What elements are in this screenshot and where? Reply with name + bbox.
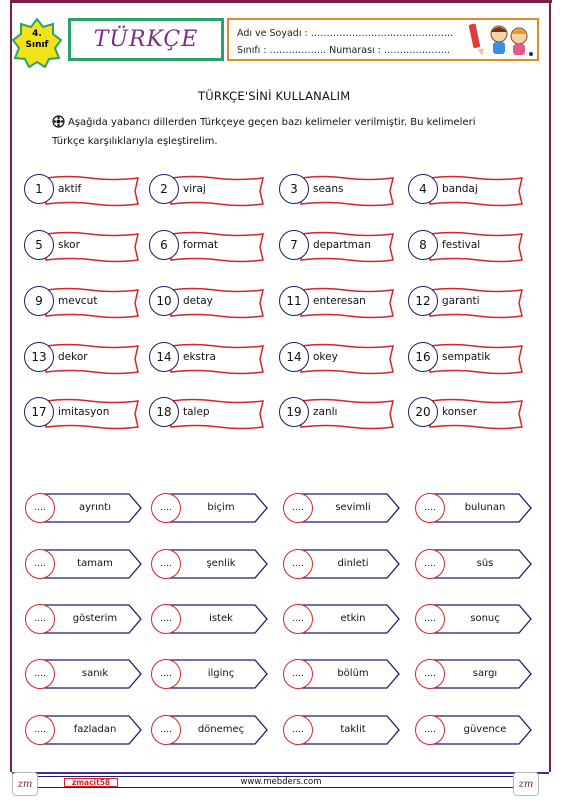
word-number: 8 [408,230,438,260]
word-card [408,230,524,264]
answer-card [151,493,269,523]
word-text: garanti [442,295,480,307]
answer-number-slot[interactable]: …. [151,549,181,579]
word-number: 20 [408,397,438,427]
grade-number: 4. [32,29,42,39]
answer-number-slot[interactable]: …. [415,549,445,579]
subject-box [68,18,224,61]
answer-number-slot[interactable]: …. [283,549,313,579]
answer-number-slot[interactable]: …. [151,659,181,689]
word-card [24,397,140,431]
word-text: aktif [58,183,82,195]
word-text: viraj [183,183,206,195]
word-text: konser [442,406,478,418]
answer-number-slot[interactable]: …. [415,493,445,523]
pencil-icon [469,23,486,56]
word-card [279,174,395,208]
answer-text: ayrıntı [79,502,111,513]
word-card [279,286,395,320]
answer-number-slot[interactable]: …. [151,604,181,634]
instruction-line-1: Aşağıda yabancı dillerden Türkçeye geçen bazı kelimeler verilmiştir. Bu kelimeleri [68,117,476,128]
answer-card [283,493,401,523]
word-number: 11 [279,286,309,316]
word-card [24,230,140,264]
word-text: skor [58,239,80,251]
grade-word: Sınıf [25,40,49,50]
zm-logo-right: zm [513,772,539,796]
answer-card [151,549,269,579]
word-card [279,342,395,376]
flower-bullet-icon [52,115,65,128]
answer-number-slot[interactable]: …. [283,493,313,523]
answer-text: süs [476,558,494,569]
answer-text: sargı [472,668,498,679]
answer-text: fazladan [73,724,117,735]
answer-card [415,493,533,523]
page-title: TÜRKÇE'SİNİ KULLANALIM [198,89,351,103]
answer-text: dinleti [337,558,369,569]
answer-card [25,493,143,523]
answer-text: şenlik [206,558,236,569]
word-card [149,230,265,264]
word-card [149,174,265,208]
word-number: 14 [279,342,309,372]
zm-logo-left: zm [12,772,38,796]
instruction-line-2: Türkçe karşılıklarıyla eşleştirelim. [52,136,218,147]
word-text: detay [183,295,213,307]
answer-number-slot[interactable]: …. [415,715,445,745]
answer-text: bölüm [337,668,369,679]
word-card [279,397,395,431]
word-card [24,174,140,208]
answer-number-slot[interactable]: …. [151,715,181,745]
answer-number-slot[interactable]: …. [415,604,445,634]
word-text: mevcut [58,295,98,307]
word-number: 14 [149,342,179,372]
answer-number-slot[interactable]: …. [25,549,55,579]
word-number: 4 [408,174,438,204]
author-tag: zmacit58 [64,778,118,787]
dot-icon [529,52,533,56]
answer-number-slot[interactable]: …. [25,715,55,745]
word-card [408,174,524,208]
answer-number-slot[interactable]: …. [283,604,313,634]
word-text: departman [313,239,371,251]
website-link[interactable]: www.mebders.com [240,777,322,787]
answer-text: gösterim [72,613,118,624]
answer-card [415,715,533,745]
word-card [24,342,140,376]
answer-text: güvence [463,724,507,735]
answer-text: istek [209,613,233,624]
word-card [279,230,395,264]
children-illustration [465,20,535,58]
page-frame-left [10,0,12,772]
answer-card [25,549,143,579]
page-frame-right [549,0,551,772]
answer-card [283,549,401,579]
word-text: seans [313,183,344,195]
name-field-label[interactable]: Adı ve Soyadı : ……………………………………… [237,28,454,39]
word-text: bandaj [442,183,478,195]
answer-card [283,715,401,745]
answer-number-slot[interactable]: …. [415,659,445,689]
grade-label [12,29,62,51]
answer-text: sanık [81,668,109,679]
word-card [149,397,265,431]
word-text: sempatik [442,351,491,363]
answer-text: dönemeç [197,724,245,735]
word-number: 17 [24,397,54,427]
child-icon-2 [511,28,527,55]
answer-card [151,715,269,745]
answer-number-slot[interactable]: …. [25,659,55,689]
answer-card [25,604,143,634]
subject-title: TÜRKÇE [93,27,199,52]
answer-card [283,659,401,689]
answer-card [25,715,143,745]
word-text: format [183,239,219,251]
word-number: 7 [279,230,309,260]
word-number: 16 [408,342,438,372]
answer-text: ilginç [207,668,235,679]
footer-line [12,772,549,774]
answer-number-slot[interactable]: …. [151,493,181,523]
word-number: 9 [24,286,54,316]
answer-card [415,659,533,689]
answer-card [151,659,269,689]
word-card [408,397,524,431]
answer-text: biçim [207,502,235,513]
answer-number-slot[interactable]: …. [25,493,55,523]
word-number: 18 [149,397,179,427]
answer-text: etkin [340,613,366,624]
word-text: festival [442,239,481,251]
answer-text: bulunan [464,502,506,513]
word-card [24,286,140,320]
class-number-field-label[interactable]: Sınıfı : ……………... Numarası : ………………... [237,45,450,56]
answer-number-slot[interactable]: …. [283,659,313,689]
answer-card [415,549,533,579]
word-text: talep [183,406,210,418]
answer-number-slot[interactable]: …. [25,604,55,634]
word-card [408,286,524,320]
word-card [408,342,524,376]
answer-card [283,604,401,634]
word-number: 3 [279,174,309,204]
word-card [149,286,265,320]
answer-card [151,604,269,634]
word-text: okey [313,351,338,363]
answer-text: sonuç [470,613,500,624]
word-card [149,342,265,376]
answer-text: taklit [340,724,366,735]
word-text: ekstra [183,351,216,363]
answer-number-slot[interactable]: …. [283,715,313,745]
answer-text: tamam [77,558,113,569]
grade-badge [12,18,62,68]
word-number: 12 [408,286,438,316]
word-number: 10 [149,286,179,316]
word-number: 6 [149,230,179,260]
answer-card [25,659,143,689]
answer-text: sevimli [335,502,371,513]
word-text: zanlı [313,406,338,418]
page-frame-top [10,0,552,3]
word-number: 13 [24,342,54,372]
word-number: 1 [24,174,54,204]
answer-card [415,604,533,634]
word-number: 19 [279,397,309,427]
child-icon [491,26,507,54]
word-text: enteresan [313,295,366,307]
word-number: 2 [149,174,179,204]
word-text: dekor [58,351,88,363]
word-number: 5 [24,230,54,260]
word-text: imitasyon [58,406,110,418]
